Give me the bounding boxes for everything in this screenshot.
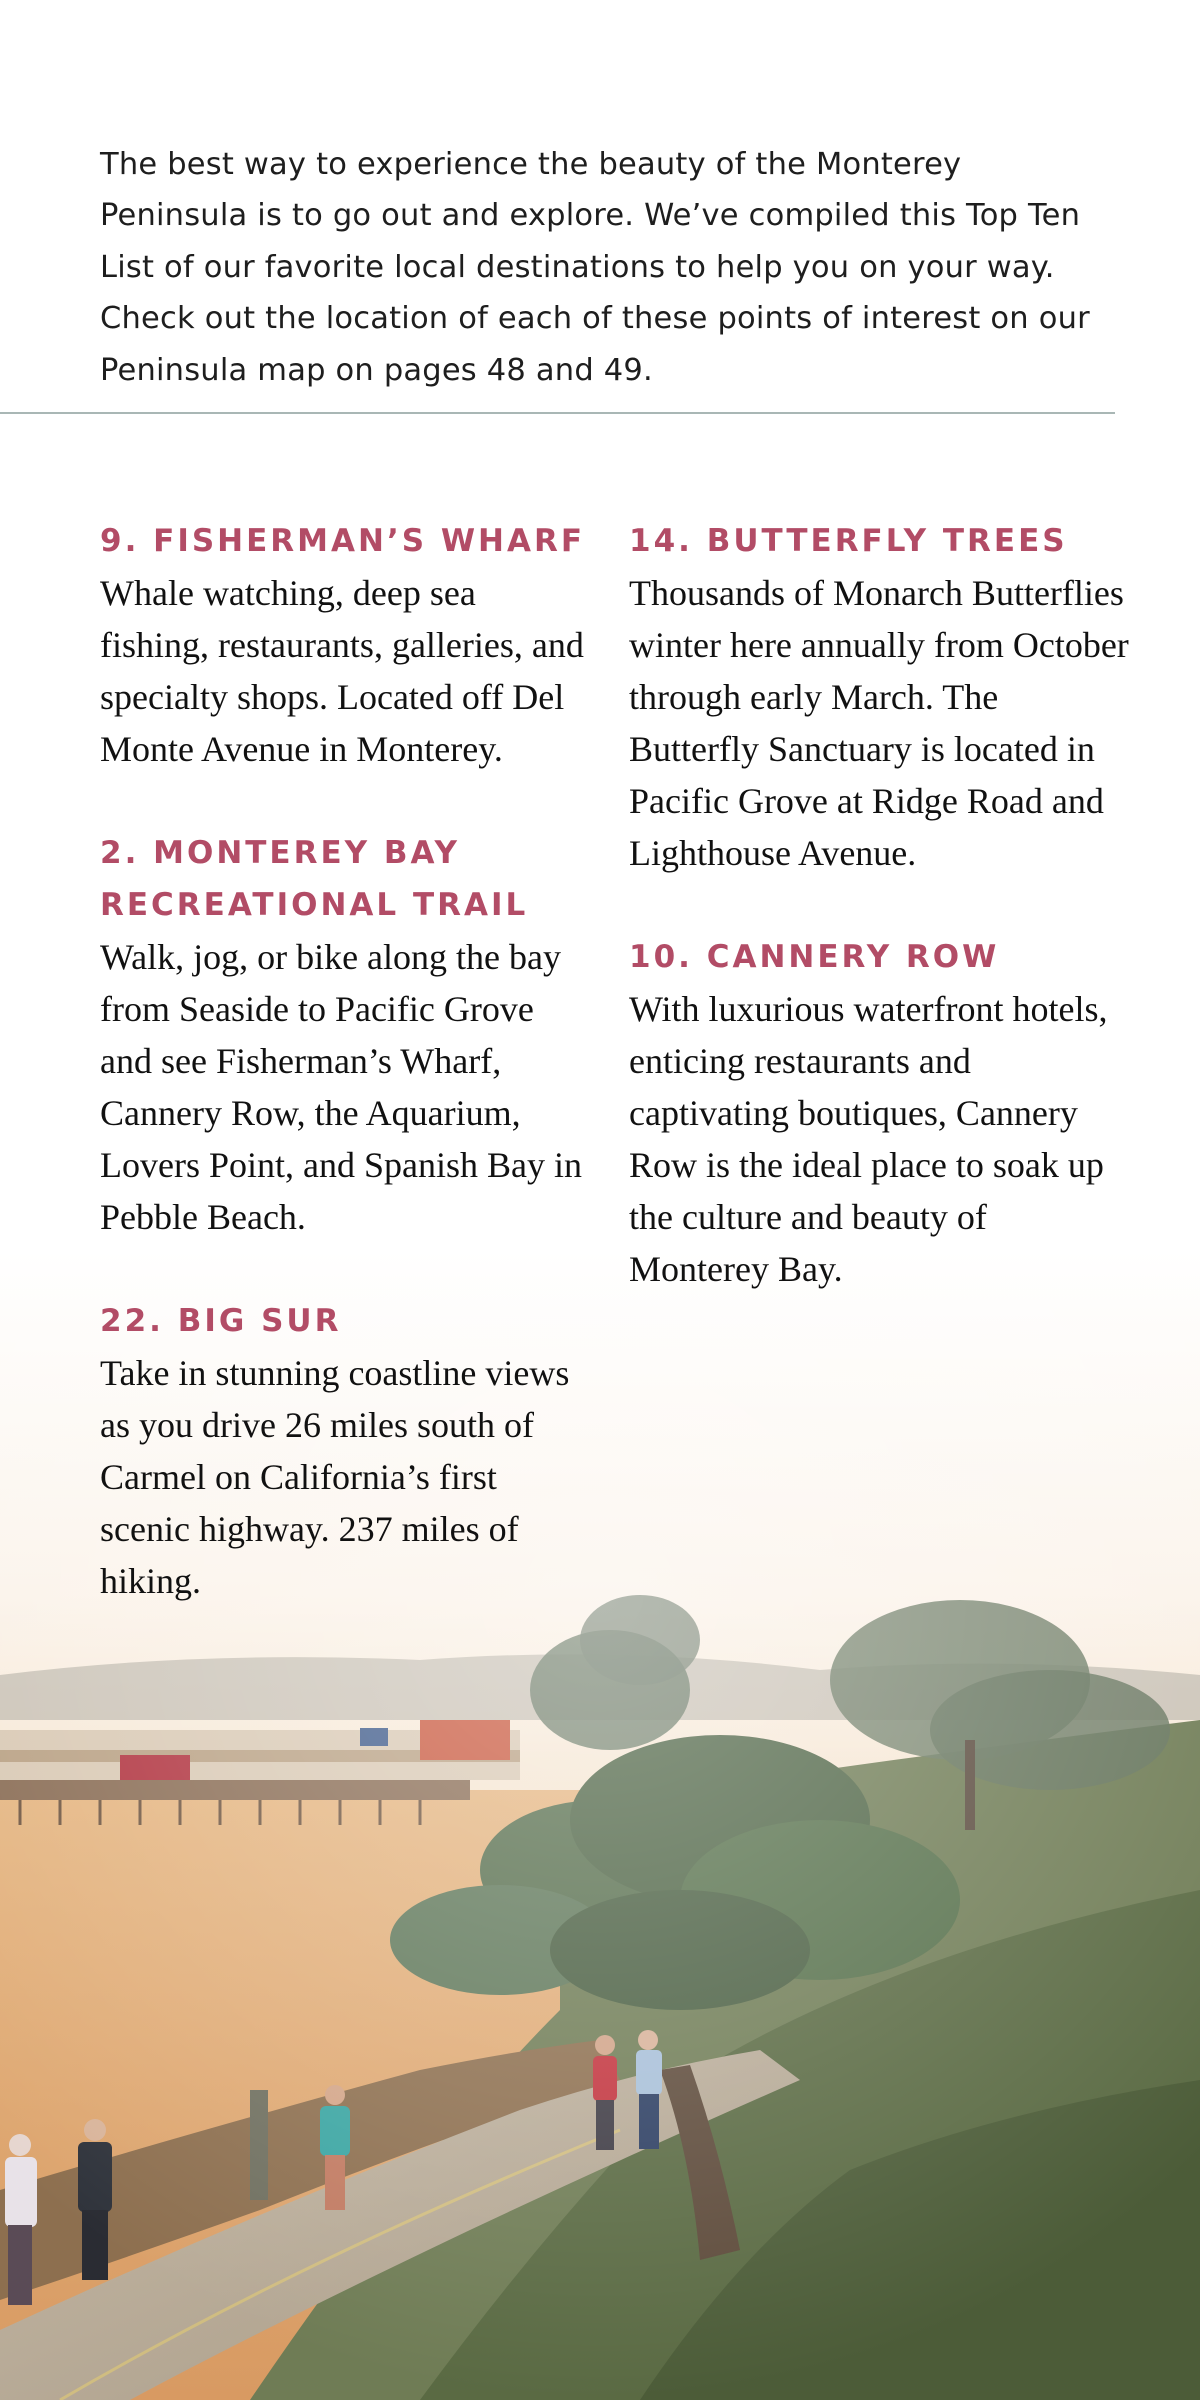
item-title: 2. MONTEREY BAY RECREATIONAL TRAIL [100, 835, 529, 923]
item-title: 14. BUTTERFLY TREES [629, 523, 1068, 559]
section-divider [0, 412, 1115, 414]
left-column [100, 515, 590, 1659]
item-description: Walk, jog, or bike along the bay from Seaside to Pacific Grove and see Fisherman’s Wharf, Cannery Row, the Aquarium, Lovers Point, and Spanish Bay in Pebble Beach. [100, 937, 582, 1237]
item-title: 22. BIG SUR [100, 1303, 342, 1339]
item-description: Thousands of Monarch Butterflies winter here annually from October through early March. The Butterfly Sanctuary is located in Pacific Grove at Ridge Road and Lighthouse Avenue. [629, 573, 1129, 873]
intro-paragraph: The best way to experience the beauty of the Monterey Peninsula is to go out and explore. We’ve compiled this Top Ten List of our favorite local destinations to help you on your way. Check out the location of each of these points of interest on our Peninsula map on pages 48 and 49. [100, 146, 1090, 388]
list-item [100, 827, 590, 1243]
item-title: 9. FISHERMAN’S WHARF [100, 523, 586, 559]
item-description: Whale watching, deep sea fishing, restaurants, galleries, and specialty shops. Located off Del Monte Avenue in Monterey. [100, 573, 584, 769]
item-title: 10. CANNERY ROW [629, 939, 1000, 975]
right-column [629, 515, 1129, 1347]
list-item [100, 515, 590, 775]
list-item [629, 515, 1129, 879]
list-item [629, 931, 1129, 1295]
item-description: Take in stunning coastline views as you drive 26 miles south of Carmel on California’s first scenic highway. 237 miles of hiking. [100, 1353, 570, 1601]
item-description: With luxurious waterfront hotels, enticing restaurants and captivating boutiques, Cannery Row is the ideal place to soak up the culture and beauty of Monterey Bay. [629, 989, 1108, 1289]
list-item [100, 1295, 590, 1607]
